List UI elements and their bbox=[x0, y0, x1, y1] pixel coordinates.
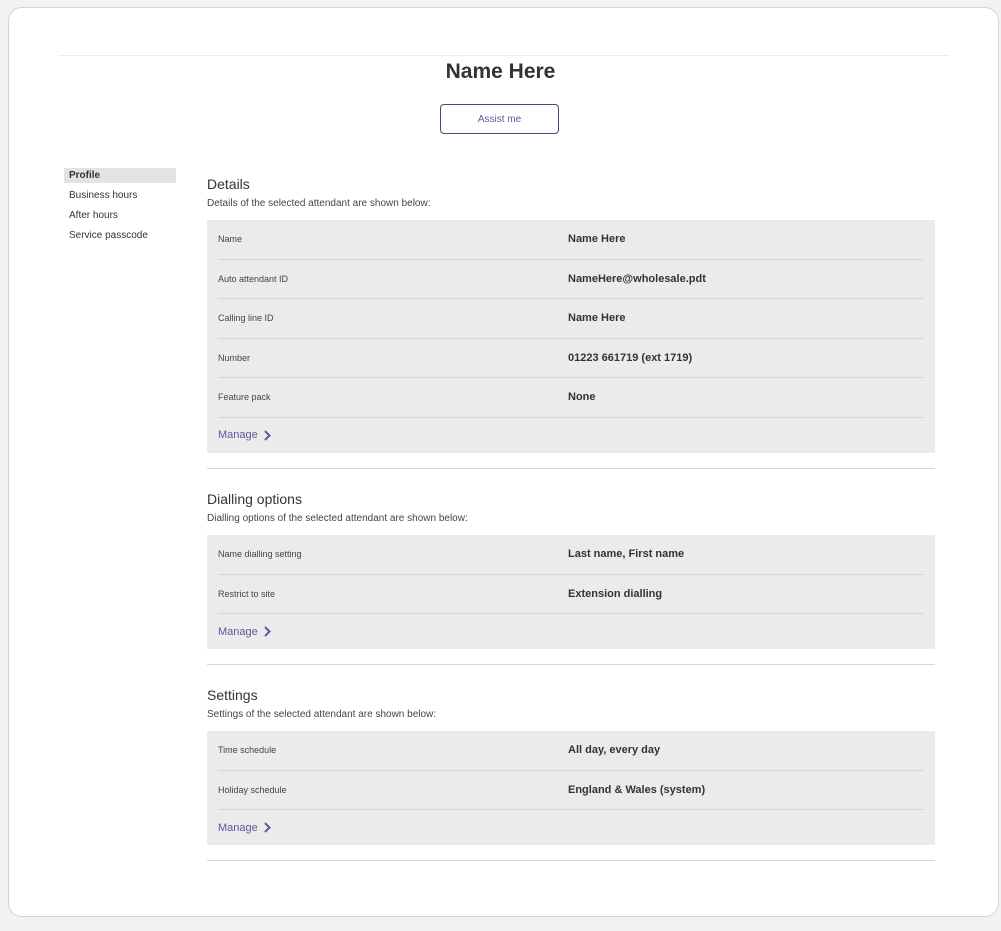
manage-label: Manage bbox=[218, 429, 258, 441]
manage-label: Manage bbox=[218, 821, 258, 834]
row-label: Name bbox=[218, 234, 243, 245]
details-panel bbox=[207, 220, 935, 453]
section-divider bbox=[207, 468, 935, 469]
row-label: Feature pack bbox=[218, 392, 271, 403]
row-value: 01223 661719 (ext 1719) bbox=[568, 351, 693, 364]
sidebar-nav bbox=[64, 168, 176, 247]
settings-manage-link[interactable] bbox=[218, 810, 924, 845]
details-row-feature-pack bbox=[218, 378, 924, 418]
details-title: Details bbox=[207, 176, 250, 192]
dialling-manage-link[interactable] bbox=[218, 614, 924, 649]
dialling-title: Dialling options bbox=[207, 491, 302, 507]
dialling-row-name-dialling-setting bbox=[218, 535, 924, 575]
sidebar-item-profile[interactable]: Profile bbox=[64, 168, 176, 183]
row-label: Time schedule bbox=[218, 745, 277, 756]
chevron-right-icon bbox=[264, 430, 271, 441]
section-divider bbox=[207, 664, 935, 665]
details-subtitle: Details of the selected attendant are shown below: bbox=[207, 198, 431, 209]
dialling-options-section bbox=[207, 490, 935, 665]
settings-panel bbox=[207, 731, 935, 845]
sidebar-item-after-hours[interactable]: After hours bbox=[69, 210, 118, 221]
manage-label: Manage bbox=[218, 625, 258, 638]
assist-me-button[interactable]: Assist me bbox=[440, 104, 559, 134]
details-row-calling-line-id bbox=[218, 299, 924, 339]
row-value: Last name, First name bbox=[568, 548, 685, 561]
row-value: All day, every day bbox=[568, 744, 661, 757]
settings-section bbox=[207, 686, 935, 861]
details-row-name bbox=[218, 220, 924, 260]
details-section bbox=[207, 175, 935, 469]
row-value: NameHere@wholesale.pdt bbox=[568, 272, 706, 285]
settings-subtitle: Settings of the selected attendant are shown below: bbox=[207, 709, 437, 720]
dialling-panel bbox=[207, 535, 935, 649]
row-value: Name Here bbox=[568, 233, 626, 246]
details-row-auto-attendant-id bbox=[218, 260, 924, 300]
sidebar-item-service-passcode[interactable]: Service passcode bbox=[69, 230, 148, 241]
row-value: Extension dialling bbox=[568, 587, 663, 600]
row-label: Holiday schedule bbox=[218, 784, 287, 795]
page-title: Name Here bbox=[445, 60, 556, 83]
row-value: Name Here bbox=[568, 312, 626, 325]
header-divider bbox=[58, 55, 949, 56]
row-label: Name dialling setting bbox=[218, 549, 302, 560]
section-divider bbox=[207, 860, 935, 861]
row-label: Calling line ID bbox=[218, 313, 274, 324]
details-manage-link[interactable] bbox=[218, 418, 924, 453]
dialling-row-restrict-to-site bbox=[218, 575, 924, 615]
row-value: England & Wales (system) bbox=[568, 783, 706, 796]
chevron-right-icon bbox=[264, 822, 271, 833]
row-value: None bbox=[568, 391, 596, 404]
settings-row-time-schedule bbox=[218, 731, 924, 771]
settings-title: Settings bbox=[207, 687, 258, 703]
settings-row-holiday-schedule bbox=[218, 771, 924, 811]
row-label: Auto attendant ID bbox=[218, 273, 289, 284]
sidebar-item-business-hours[interactable]: Business hours bbox=[69, 190, 138, 201]
chevron-right-icon bbox=[264, 626, 271, 637]
row-label: Number bbox=[218, 352, 251, 363]
details-row-number bbox=[218, 339, 924, 379]
row-label: Restrict to site bbox=[218, 588, 276, 599]
dialling-subtitle: Dialling options of the selected attendant are shown below: bbox=[207, 513, 468, 524]
